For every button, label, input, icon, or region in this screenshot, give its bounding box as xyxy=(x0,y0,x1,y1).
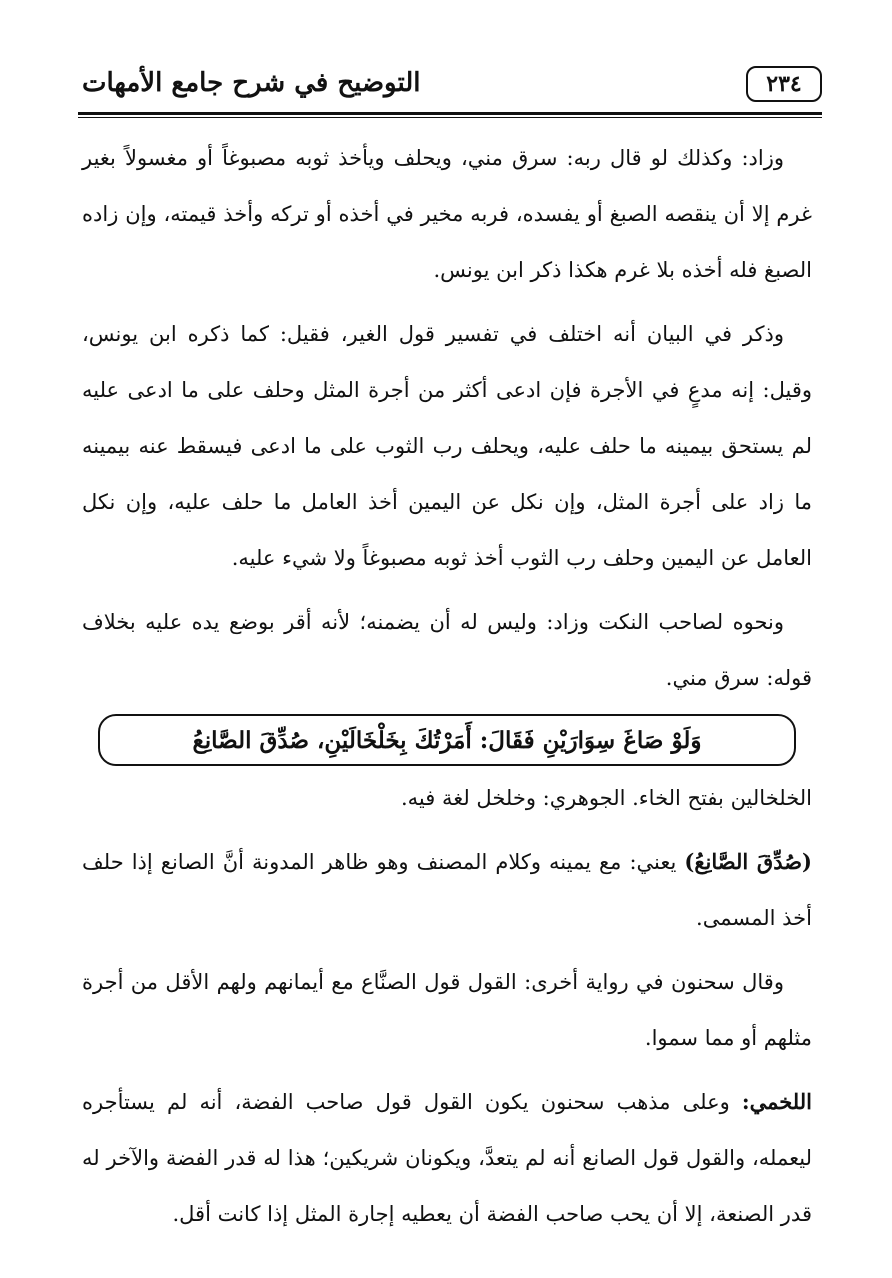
paragraph: وقال سحنون في رواية أخرى: القول قول الصنَّاع مع أيمانهم ولهم الأقل من أجرة مثلهم أو مما سموا. xyxy=(82,970,812,1050)
body-text xyxy=(82,130,812,1250)
matn-text-box: وَلَوْ صَاغَ سِوَارَيْنِ فَقَالَ: أَمَرْتُكَ بِخَلْخَالَيْنِ، صُدِّقَ الصَّانِعُ xyxy=(98,714,796,766)
paragraph: الخلخالين بفتح الخاء. الجوهري: وخلخل لغة فيه. xyxy=(400,786,812,810)
paragraph-text: يعني: مع يمينه وكلام المصنف وهو ظاهر المدونة أنَّ الصانع إذا حلف أخذ المسمى. xyxy=(82,850,812,930)
paragraph: ونحوه لصاحب النكت وزاد: وليس له أن يضمنه؛ لأنه أقر بوضع يده عليه بخلاف قوله: سرق مني. xyxy=(82,610,812,690)
scholar-name-lead: اللخمي: xyxy=(741,1089,812,1114)
paragraph: وذكر في البيان أنه اختلف في تفسير قول الغير، فقيل: كما ذكره ابن يونس، وقيل: إنه مدعٍ في الأجرة فإن ادعى أكثر من أجرة المثل وحلف على ما ادعى عليه لم يستحق بيمينه ما حلف عليه، ويحلف رب الثوب على ما ادعى فيسقط عنه بيمينه ما زاد على أجرة المثل، وإن نكل عن اليمين أخذ العامل ما حلف عليه، وإن نكل العامل عن اليمين وحلف رب الثوب أخذ ثوبه مصبوغاً ولا شيء عليه. xyxy=(82,322,812,570)
running-title: التوضيح في شرح جامع الأمهات xyxy=(82,68,421,98)
page-number: ٢٣٤ xyxy=(746,66,822,102)
paragraph xyxy=(82,834,812,946)
page-header xyxy=(78,58,822,122)
quoted-matn-lead: (صُدِّقَ الصَّانِعُ) xyxy=(684,849,812,874)
paragraph-text: وعلى مذهب سحنون يكون القول قول صاحب الفضة، أنه لم يستأجره ليعمله، والقول قول الصانع أنه لم يتعدَّ، ويكونان شريكين؛ هذا له قدر الفضة والآخر له قدر الصنعة، إلا أن يحب صاحب الفضة أن يعطيه إجارة المثل إذا كانت أقل. xyxy=(82,1090,812,1226)
paragraph xyxy=(82,1074,812,1242)
paragraph: وزاد: وكذلك لو قال ربه: سرق مني، ويحلف ويأخذ ثوبه مصبوغاً أو مغسولاً بغير غرم إلا أن ينقصه الصبغ أو يفسده، فربه مخير في أخذه أو تركه وأخذ قيمته، وإن زاده الصبغ فله أخذه بلا غرم هكذا ذكر ابن يونس. xyxy=(82,146,812,282)
header-rule xyxy=(78,112,822,118)
